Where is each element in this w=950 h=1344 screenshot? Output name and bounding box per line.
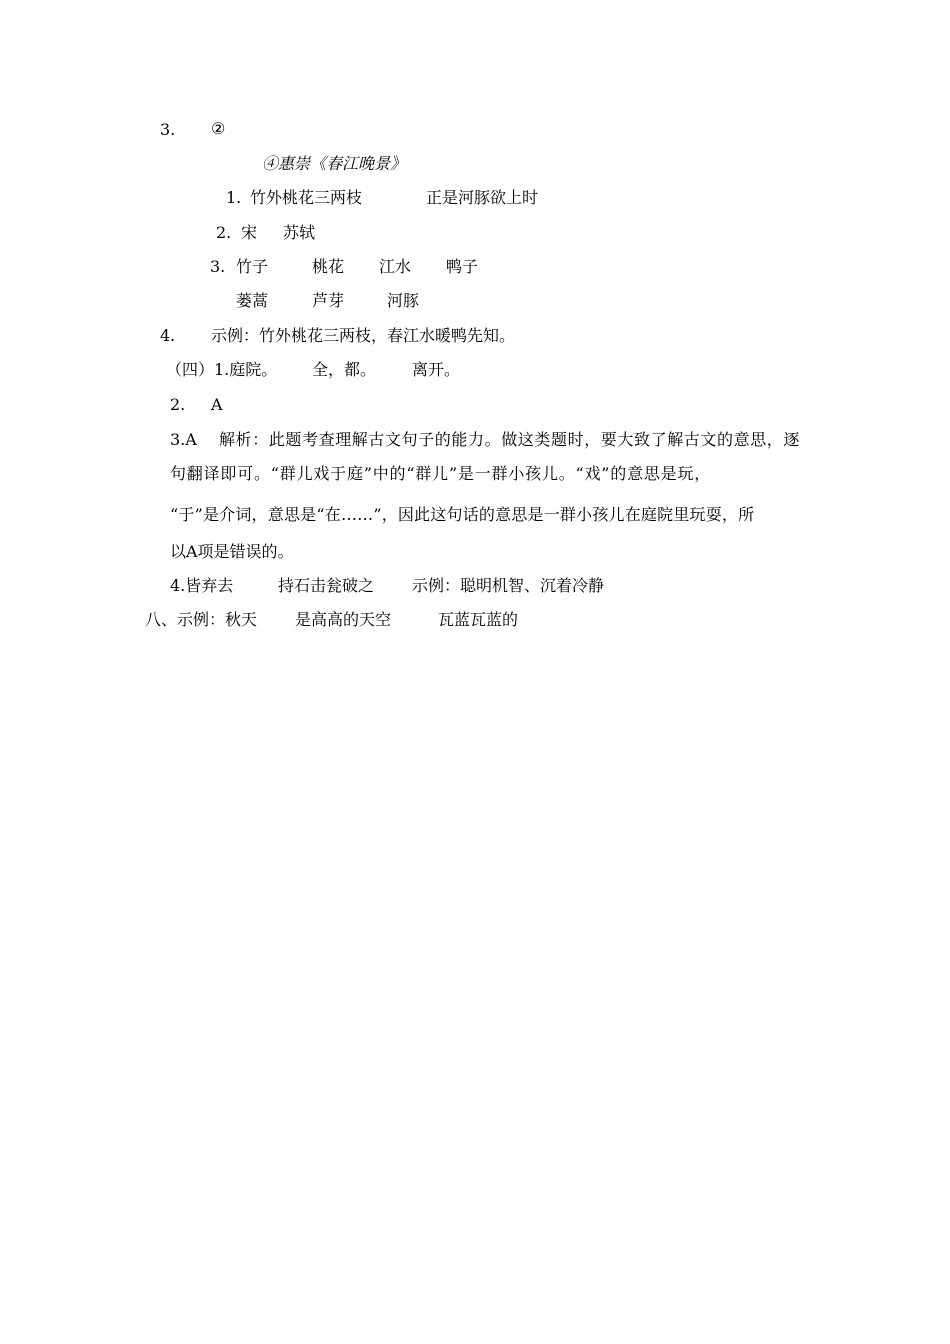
answer-text: 持石击瓮破之	[278, 576, 375, 595]
dynasty-text: 宋	[241, 223, 258, 242]
sub-item-number: 3.	[210, 257, 226, 276]
poem-title: ④惠崇《春江晚景》	[262, 154, 407, 173]
answer-choice: A	[211, 395, 223, 414]
circled-answer: ②	[211, 119, 226, 138]
word-item: 江水	[379, 257, 412, 276]
word-item: 蒌蒿	[236, 291, 269, 310]
explanation-text: “于”是介词，意思是“在……”，因此这句话的意思是一群小孩儿在庭院里玩耍，所	[170, 505, 755, 524]
section-answer: 是高高的天空	[295, 610, 392, 629]
item-number: 3.	[160, 120, 176, 139]
poem-line: 正是河豚欲上时	[426, 188, 539, 207]
word-item: 河豚	[387, 291, 420, 310]
word-item: 芦芽	[312, 291, 345, 310]
word-item: 竹子	[236, 257, 269, 276]
explanation-text: 以A项是错误的。	[170, 542, 294, 561]
section-answer: 离开。	[412, 360, 461, 379]
section-answer: 瓦蓝瓦蓝的	[438, 610, 519, 629]
answer-text: 示例：竹外桃花三两枝，春江水暖鸭先知。	[211, 326, 516, 345]
item-number: 3.A	[170, 430, 197, 449]
section-answer: 八、示例：秋天	[145, 610, 258, 629]
sub-item-number: 1.	[226, 188, 242, 207]
item-number: 4.	[160, 326, 176, 345]
answer-text: 示例：聪明机智、沉着冷静	[412, 576, 605, 595]
item-number: 2.	[170, 395, 186, 414]
explanation-text: 解析：此题考查理解古文句子的能力。做这类题时，要大致了解古文的意思，逐	[219, 430, 801, 449]
explanation-text: 句翻译即可。“群儿戏于庭”中的“群儿”是一群小孩儿。“戏”的意思是玩，	[170, 464, 712, 483]
section-answer: 全，都。	[312, 360, 377, 379]
sub-item-number: 2.	[216, 223, 232, 242]
word-item: 鸭子	[446, 257, 479, 276]
word-item: 桃花	[312, 257, 345, 276]
poem-line: 竹外桃花三两枝	[250, 188, 363, 207]
section-answer: （四）1.庭院。	[166, 360, 278, 379]
author-text: 苏轼	[283, 223, 316, 242]
answer-text: 4.皆弃去	[170, 576, 234, 595]
